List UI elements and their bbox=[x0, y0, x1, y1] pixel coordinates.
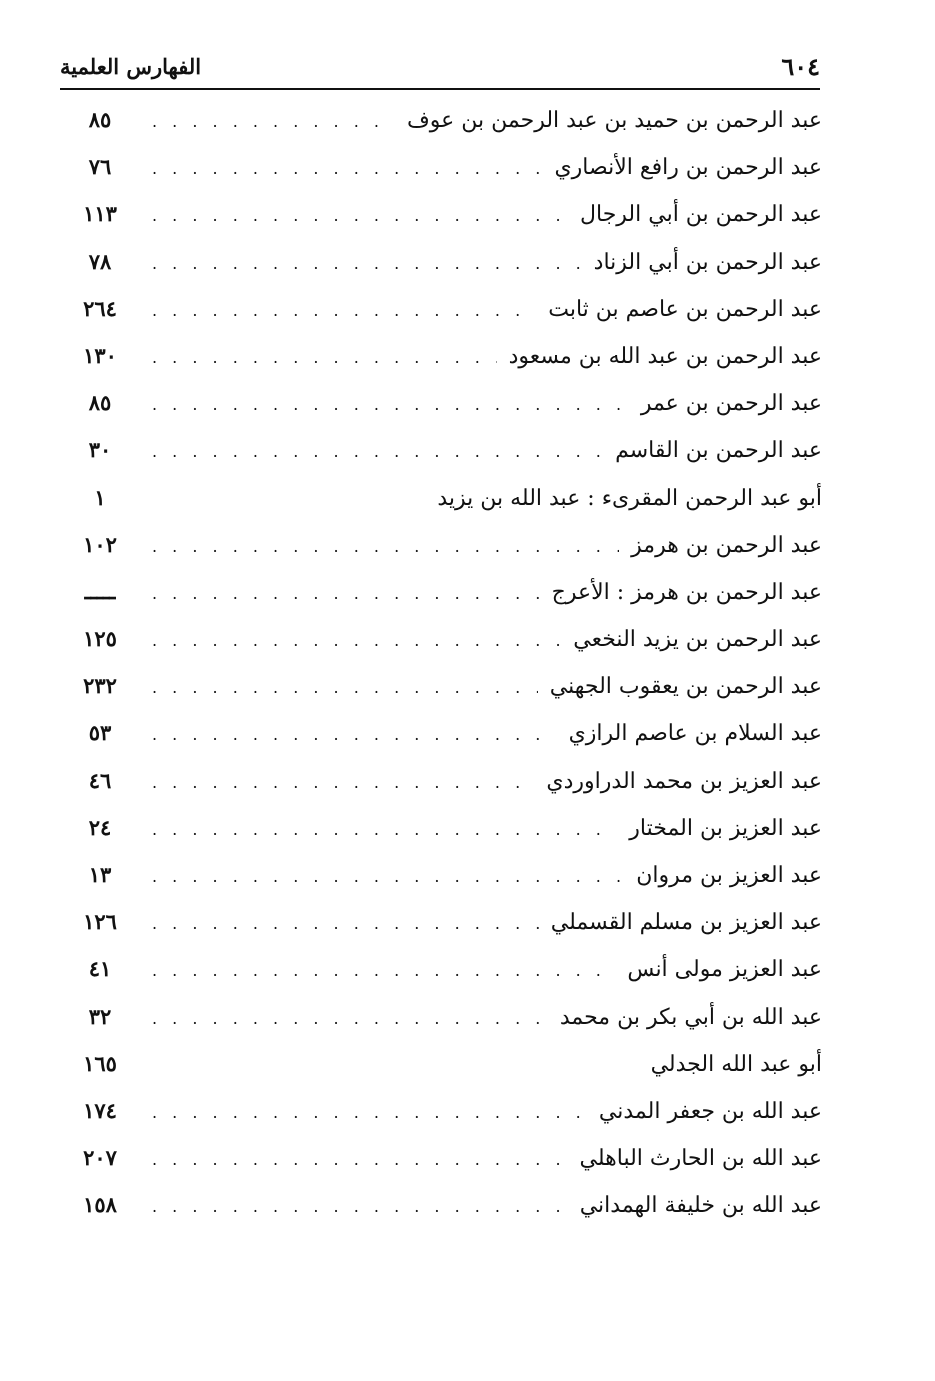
leader-dots bbox=[152, 570, 540, 617]
entry-page: ٧٦ bbox=[88, 154, 112, 180]
leader-dots bbox=[152, 853, 624, 900]
entry-name: عبد الرحمن بن عبد الله بن مسعود bbox=[508, 343, 822, 369]
leader-dots bbox=[152, 98, 395, 145]
entry-name: عبد العزيز بن مروان bbox=[636, 863, 822, 888]
index-entry bbox=[70, 190, 822, 237]
index-entry bbox=[70, 332, 822, 379]
leader-dots bbox=[152, 334, 497, 381]
leader-dots bbox=[152, 287, 536, 334]
index-entry bbox=[70, 615, 822, 662]
entry-name: عبد الله بن خليفة الهمداني bbox=[579, 1193, 822, 1219]
leader-dots bbox=[152, 617, 561, 664]
entry-page: ٢٦٤ bbox=[83, 295, 117, 321]
leader-dots bbox=[152, 1089, 587, 1136]
entry-page: ٨٥ bbox=[88, 390, 112, 416]
entry-name: عبد الرحمن بن يعقوب الجهني bbox=[549, 674, 822, 700]
entry-page: ٣٠ bbox=[88, 437, 112, 463]
entry-page: ١٢٥ bbox=[83, 626, 117, 652]
leader-dots bbox=[152, 806, 617, 853]
entry-page: ١١٣ bbox=[83, 201, 117, 227]
entry-page: ٤١ bbox=[88, 956, 112, 982]
leader-dots bbox=[152, 192, 568, 239]
index-list bbox=[70, 96, 822, 1229]
entry-page: ١٦٥ bbox=[83, 1050, 117, 1076]
index-entry bbox=[70, 1087, 822, 1134]
index-entry bbox=[70, 96, 822, 143]
index-entry bbox=[70, 1134, 822, 1181]
page-number: ٦٠٤ bbox=[781, 52, 820, 81]
entry-name: أبو عبد الله الجدلي bbox=[650, 1051, 822, 1077]
entry-page: ١٥٨ bbox=[83, 1192, 117, 1218]
entry-name: عبد الله بن أبي بكر بن محمد bbox=[559, 1004, 822, 1030]
index-entry bbox=[70, 238, 822, 285]
index-entry bbox=[70, 521, 822, 568]
index-entry bbox=[70, 662, 822, 709]
entry-name: عبد الرحمن بن رافع الأنصاري bbox=[554, 155, 822, 181]
entry-page: ٢٣٢ bbox=[83, 673, 117, 699]
running-title: الفهارس العلمية bbox=[60, 54, 202, 79]
entry-page: ١ bbox=[94, 484, 106, 510]
leader-dots bbox=[152, 947, 615, 994]
index-entry bbox=[70, 898, 822, 945]
page-header bbox=[60, 52, 820, 86]
entry-page: ١٠٢ bbox=[83, 531, 117, 557]
leader-dots bbox=[152, 664, 538, 711]
entry-page: ٤٦ bbox=[88, 767, 112, 793]
index-entry bbox=[70, 474, 822, 521]
entry-name: عبد الرحمن بن هرمز : الأعرج bbox=[551, 579, 822, 605]
leader-dots bbox=[152, 428, 603, 475]
leader-dots bbox=[152, 759, 534, 806]
entry-page: ١٧٤ bbox=[83, 1097, 117, 1123]
leader-dots bbox=[152, 381, 629, 428]
entry-name: عبد العزيز بن المختار bbox=[629, 815, 822, 841]
index-entry bbox=[70, 993, 822, 1040]
entry-name: عبد الرحمن بن عاصم بن ثابت bbox=[548, 296, 822, 322]
leader-dots bbox=[152, 523, 619, 570]
entry-name: عبد الرحمن بن أبي الزناد bbox=[593, 249, 822, 275]
entry-name: عبد الرحمن بن حميد بن عبد الرحمن بن عوف bbox=[406, 108, 822, 133]
index-entry bbox=[70, 709, 822, 756]
entry-name: عبد الله بن الحارث الباهلي bbox=[579, 1146, 822, 1172]
index-entry bbox=[70, 379, 822, 426]
entry-name: عبد الرحمن بن القاسم bbox=[615, 438, 822, 464]
entry-name: عبد الله بن جعفر المدني bbox=[598, 1098, 822, 1124]
entry-name: عبد الرحمن بن هرمز bbox=[631, 532, 822, 558]
entry-page: ـــــ bbox=[84, 578, 116, 604]
entry-name: عبد العزيز بن محمد الدراوردي bbox=[546, 768, 822, 794]
leader-dots bbox=[152, 1136, 568, 1183]
entry-name: عبد الرحمن بن أبي الرجال bbox=[580, 202, 822, 228]
entry-page: ٧٨ bbox=[88, 248, 112, 274]
leader-dots bbox=[152, 995, 548, 1042]
entry-name: عبد العزيز بن مسلم القسملي bbox=[550, 910, 822, 936]
index-entry bbox=[70, 568, 822, 615]
index-entry bbox=[70, 143, 822, 190]
leader-dots bbox=[152, 900, 539, 947]
index-entry bbox=[70, 757, 822, 804]
index-entry bbox=[70, 851, 822, 898]
entry-name: عبد الرحمن بن يزيد النخعي bbox=[573, 627, 822, 653]
entry-name: أبو عبد الرحمن المقرىء : عبد الله بن يزيد bbox=[437, 485, 822, 511]
index-entry bbox=[70, 1040, 822, 1087]
entry-page: ٢٤ bbox=[88, 814, 112, 840]
entry-page: ٣٢ bbox=[88, 1003, 112, 1029]
entry-name: عبد العزيز مولى أنس bbox=[627, 957, 822, 983]
leader-dots bbox=[152, 1183, 568, 1230]
index-entry bbox=[70, 426, 822, 473]
index-entry bbox=[70, 1181, 822, 1228]
index-entry bbox=[70, 804, 822, 851]
entry-page: ٥٣ bbox=[88, 720, 112, 746]
header-rule bbox=[60, 88, 820, 90]
leader-dots bbox=[152, 145, 542, 192]
leader-dots bbox=[152, 240, 582, 287]
entry-page: ١٣ bbox=[88, 862, 112, 887]
entry-page: ٨٥ bbox=[88, 107, 112, 132]
entry-name: عبد السلام بن عاصم الرازي bbox=[568, 721, 822, 747]
index-entry bbox=[70, 945, 822, 992]
leader-dots bbox=[152, 711, 557, 758]
index-entry bbox=[70, 285, 822, 332]
entry-page: ١٢٦ bbox=[83, 909, 117, 935]
entry-name: عبد الرحمن بن عمر bbox=[640, 391, 822, 417]
entry-page: ٢٠٧ bbox=[83, 1145, 117, 1171]
entry-page: ١٣٠ bbox=[83, 342, 117, 368]
